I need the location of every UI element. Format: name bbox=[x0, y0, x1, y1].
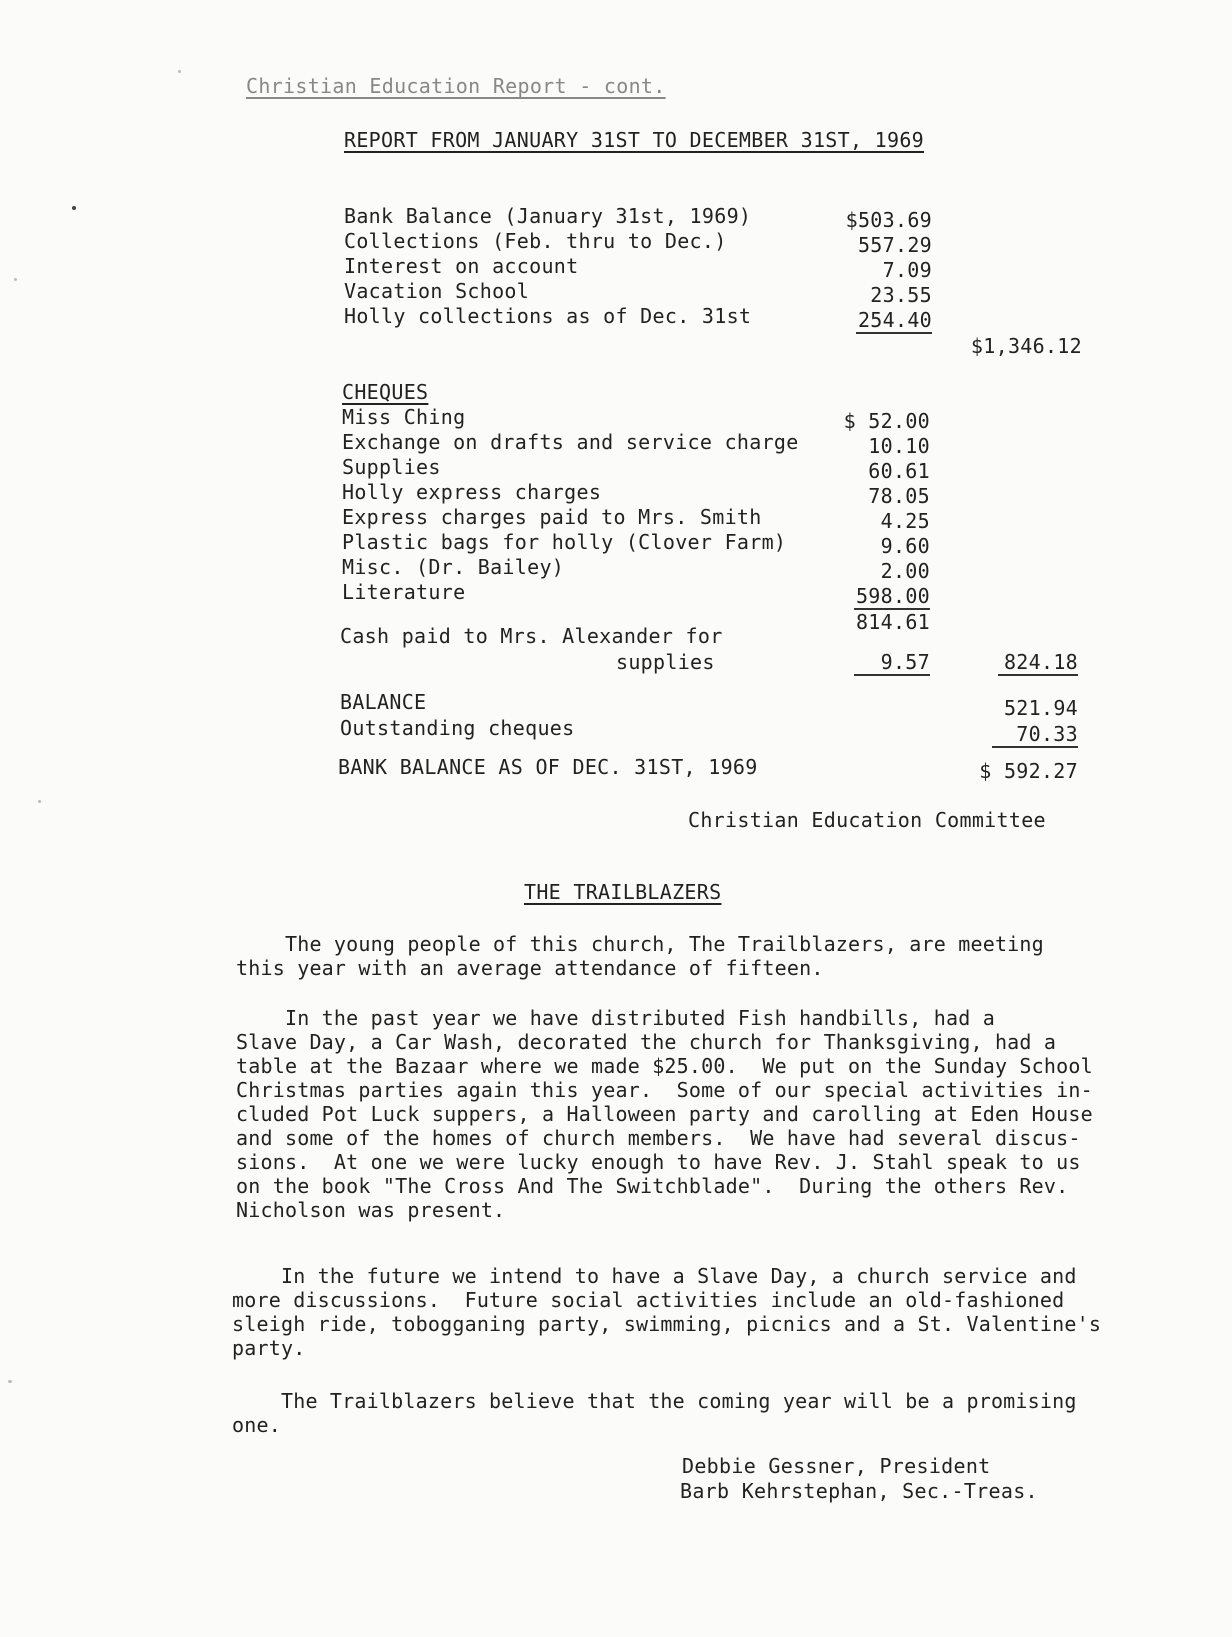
cheque-amount: 78.05 bbox=[868, 484, 930, 508]
cheque-amount: 10.10 bbox=[868, 434, 930, 458]
scan-fleck bbox=[8, 1380, 12, 1383]
income-amount: 23.55 bbox=[870, 283, 932, 307]
paragraph: In the past year we have distributed Fish handbills, had a Slave Day, a Car Wash, decorated the church for Thanksgiving, had a table at the Bazaar where we made $25.00. We put on the Sunday School Christmas parties again this year. Some of our special activities in- cluded Pot Luck suppers, a Halloween party and carolling at Eden House and some of the homes of church members. We have had several discus- sions. At one we were lucky enough to have Rev. J. Stahl speak to us on the book "The Cross And The Switchblade". During the others Rev. Nicholson was present. bbox=[236, 1006, 1093, 1222]
signature-president: Debbie Gessner, President bbox=[682, 1454, 991, 1478]
scan-fleck bbox=[178, 70, 181, 73]
outstanding-underline bbox=[992, 746, 1078, 748]
cheque-label: Express charges paid to Mrs. Smith bbox=[342, 505, 762, 529]
report-title: REPORT FROM JANUARY 31ST TO DECEMBER 31ST, 1969 bbox=[344, 128, 925, 152]
bank-balance-amount: $ 592.27 bbox=[979, 759, 1078, 783]
income-label: Collections (Feb. thru to Dec.) bbox=[344, 229, 727, 253]
cheque-amount: 9.60 bbox=[880, 534, 930, 558]
continuation-header: Christian Education Report - cont. bbox=[246, 74, 666, 98]
cheque-label: Exchange on drafts and service charge bbox=[342, 430, 799, 454]
cash-paid-amount: 9.57 bbox=[880, 650, 930, 674]
paragraph: In the future we intend to have a Slave Day, a church service and more discussions. Future social activities include an old-fashioned sleigh ride, tobogganing party, swimming, picnics and a St. Valentine's party. bbox=[232, 1264, 1102, 1360]
income-total: $1,346.12 bbox=[970, 334, 1082, 358]
income-amount: 7.09 bbox=[882, 258, 932, 282]
outstanding-label: Outstanding cheques bbox=[340, 716, 575, 740]
income-label: Vacation School bbox=[344, 279, 530, 303]
cheques-total-underline bbox=[998, 674, 1078, 676]
income-amount: $503.69 bbox=[845, 208, 932, 232]
scan-fleck bbox=[72, 206, 76, 210]
cheques-subtotal: 814.61 bbox=[855, 610, 930, 634]
bank-balance-label: BANK BALANCE AS OF DEC. 31ST, 1969 bbox=[338, 755, 758, 779]
cheque-label: Miss Ching bbox=[342, 405, 466, 429]
cheque-amount: 4.25 bbox=[880, 509, 930, 533]
cheques-total: 824.18 bbox=[1003, 650, 1078, 674]
committee-signature: Christian Education Committee bbox=[688, 808, 1046, 832]
cash-paid-label: Cash paid to Mrs. Alexander for bbox=[340, 624, 723, 648]
cheque-label: Misc. (Dr. Bailey) bbox=[342, 555, 565, 579]
balance-label: BALANCE bbox=[340, 690, 427, 714]
paragraph: The young people of this church, The Trailblazers, are meeting this year with an average attendance of fifteen. bbox=[236, 932, 1044, 980]
income-label: Interest on account bbox=[344, 254, 579, 278]
scan-fleck bbox=[14, 278, 17, 281]
income-amount: 557.29 bbox=[857, 233, 932, 257]
balance-amount: 521.94 bbox=[1003, 696, 1078, 720]
scan-fleck bbox=[38, 800, 41, 803]
cheque-label: Plastic bags for holly (Clover Farm) bbox=[342, 530, 787, 554]
cheque-label: Literature bbox=[342, 580, 466, 604]
cash-paid-underline bbox=[854, 674, 930, 676]
cash-paid-label-cont: supplies bbox=[616, 650, 715, 674]
signature-treasurer: Barb Kehrstephan, Sec.-Treas. bbox=[680, 1479, 1038, 1503]
income-label: Bank Balance (January 31st, 1969) bbox=[344, 204, 752, 228]
income-label: Holly collections as of Dec. 31st bbox=[344, 304, 752, 328]
section-title: THE TRAILBLAZERS bbox=[524, 880, 722, 904]
cheque-amount: 60.61 bbox=[868, 459, 930, 483]
cheque-label: Supplies bbox=[342, 455, 441, 479]
cheques-heading: CHEQUES bbox=[342, 380, 429, 404]
cheque-amount: $ 52.00 bbox=[843, 409, 930, 433]
outstanding-amount: 70.33 bbox=[1016, 722, 1078, 746]
paragraph: The Trailblazers believe that the coming year will be a promising one. bbox=[232, 1389, 1077, 1437]
income-underline bbox=[856, 332, 932, 334]
cheque-amount: 2.00 bbox=[880, 559, 930, 583]
income-amount: 254.40 bbox=[857, 308, 932, 332]
cheque-label: Holly express charges bbox=[342, 480, 602, 504]
cheque-amount: 598.00 bbox=[855, 584, 930, 608]
